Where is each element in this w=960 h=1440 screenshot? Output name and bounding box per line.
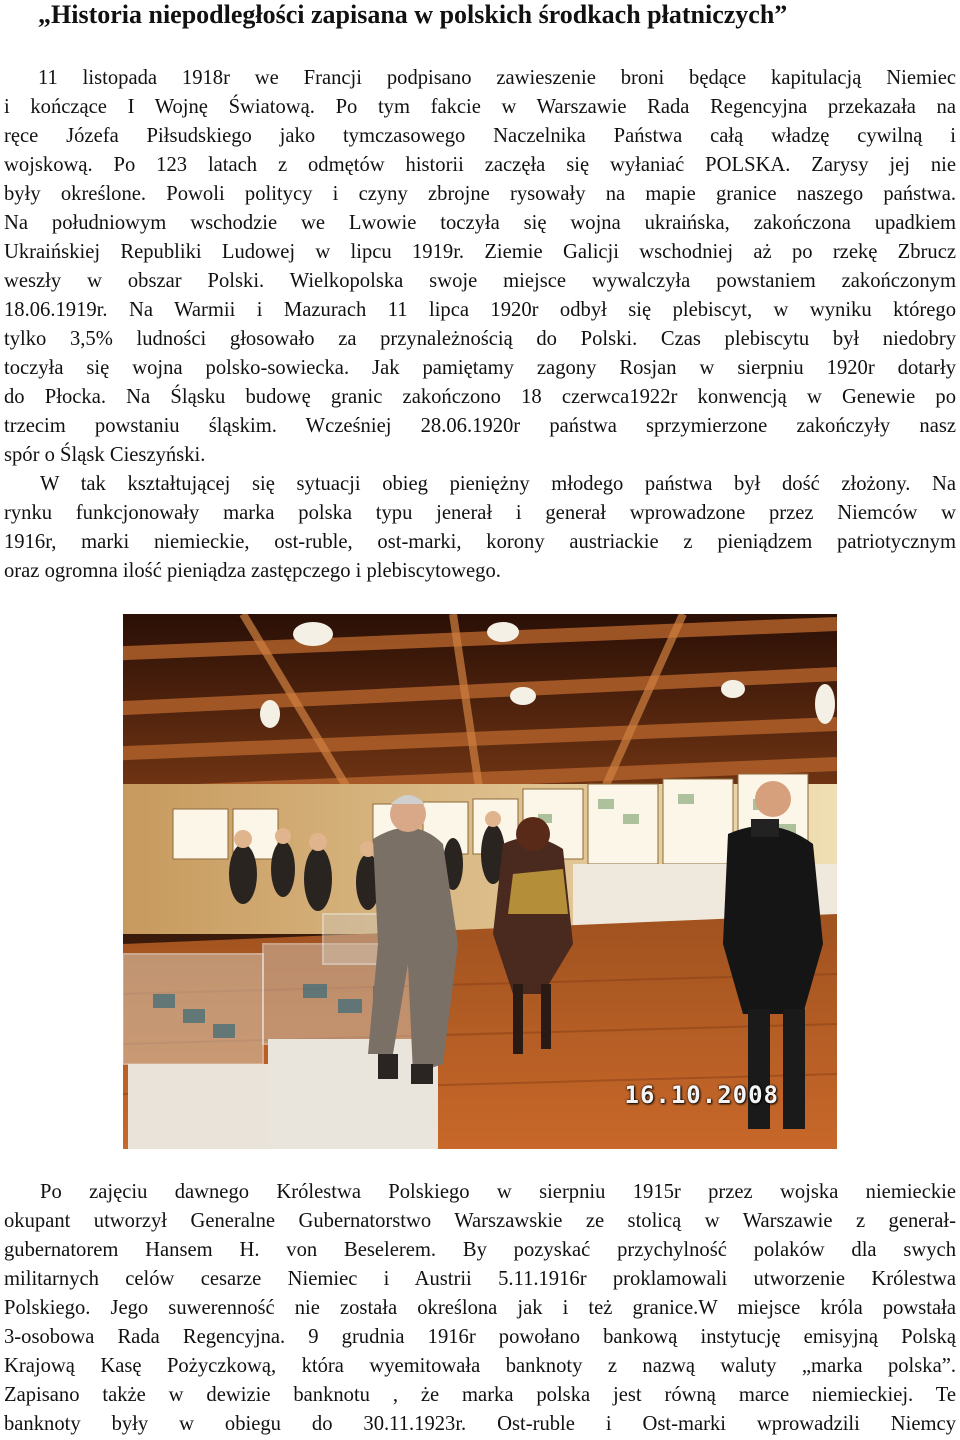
paragraph-3 xyxy=(4,1178,956,1439)
text-line: weszły w obszar Polski. Wielkopolska swoje miejsce wywalczyła powstaniem zakończonym xyxy=(4,270,956,292)
text-line: gubernatorem Hansem H. von Beselerem. By pozyskać przychylność polaków dla swych xyxy=(4,1239,956,1261)
text-line: militarnych celów cesarze Niemiec i Austrii 5.11.1916r proklamowali utworzenie Królestwa xyxy=(4,1268,956,1290)
text-line: 18.06.1919r. Na Warmii i Mazurach 11 lipca 1920r odbył się plebiscyt, w wyniku którego xyxy=(4,299,956,321)
text-line: i kończące I Wojnę Światową. Po tym fakcie w Warszawie Rada Regencyjna przekazała na xyxy=(4,96,956,118)
text-line: 1916r, marki niemieckie, ost-ruble, ost-marki, korony austriackie z pieniądzem patriotycznym xyxy=(4,531,956,553)
text-line: oraz ogromna ilość pieniądza zastępczego i plebiscytowego. xyxy=(4,560,501,582)
exhibition-photo-scene xyxy=(123,614,837,1149)
paragraph-1 xyxy=(4,64,956,470)
text-line: Na południowym wschodzie we Lwowie toczyła się wojna ukraińska, zakończona upadkiem xyxy=(4,212,956,234)
text-line: Zapisano także w dewizie banknotu , że marka polska jest równą marce niemieckiej. Te xyxy=(4,1384,956,1406)
text-line: ręce Józefa Piłsudskiego jako tymczasowego Naczelnika Państwa całą władzę cywilną i xyxy=(4,125,956,147)
text-line: 11 listopada 1918r we Francji podpisano zawieszenie broni będące kapitulacją Niemiec xyxy=(38,67,956,89)
text-line: rynku funkcjonowały marka polska typu jenerał i generał wprowadzone przez Niemców w xyxy=(4,502,956,524)
text-line: toczyła się wojna polsko-sowiecka. Jak pamiętamy zagony Rosjan w sierpniu 1920r dotarły xyxy=(4,357,956,379)
text-line: były określone. Powoli politycy i czyny zbrojne rysowały na mapie granice naszego państwa. xyxy=(4,183,956,205)
exhibition-photo xyxy=(123,614,837,1149)
text-line: Ukraińskiej Republiki Ludowej w lipcu 1919r. Ziemie Galicji wschodniej aż po rzekę Zbrucz xyxy=(4,241,956,263)
text-line: okupant utworzył Generalne Gubernatorstwo Warszawskie ze stolicą w Warszawie z generał- xyxy=(4,1210,956,1232)
text-line: W tak kształtującej się sytuacji obieg pieniężny młodego państwa był dość złożony. Na xyxy=(40,473,956,495)
photo-date-stamp: 16.10.2008 xyxy=(624,1081,779,1109)
text-line: wojskową. Po 123 latach z odmętów historii zaczęła się wyłaniać POLSKA. Zarysy jej nie xyxy=(4,154,956,176)
text-line: trzecim powstaniu śląskim. Wcześniej 28.06.1920r państwa sprzymierzone zakończyły nasz xyxy=(4,415,956,437)
text-line: do Płocka. Na Śląsku budowę granic zakończono 18 czerwca1922r konwencją w Genewie po xyxy=(4,386,956,408)
text-line: 3-osobowa Rada Regencyjna. 9 grudnia 1916r powołano bankową instytucję emisyjną Polską xyxy=(4,1326,956,1348)
text-line: Polskiego. Jego suwerenność nie została określona jak i też granice.W miejsce króla powstała xyxy=(4,1297,956,1319)
paragraph-2 xyxy=(4,470,956,586)
text-line: tylko 3,5% ludności głosowało za przynależnością do Polski. Czas plebiscytu był niedobry xyxy=(4,328,956,350)
text-line: banknoty były w obiegu do 30.11.1923r. Ost-ruble i Ost-marki wprowadzili Niemcy xyxy=(4,1413,956,1435)
document-title: „Historia niepodległości zapisana w polskich środkach płatniczych” xyxy=(38,0,788,29)
text-line: spór o Śląsk Cieszyński. xyxy=(4,444,206,466)
text-line: Krajową Kasę Pożyczkową, która wyemitowała banknoty z nazwą waluty „marka polska”. xyxy=(4,1355,956,1377)
text-line: Po zajęciu dawnego Królestwa Polskiego w sierpniu 1915r przez wojska niemieckie xyxy=(40,1181,956,1203)
